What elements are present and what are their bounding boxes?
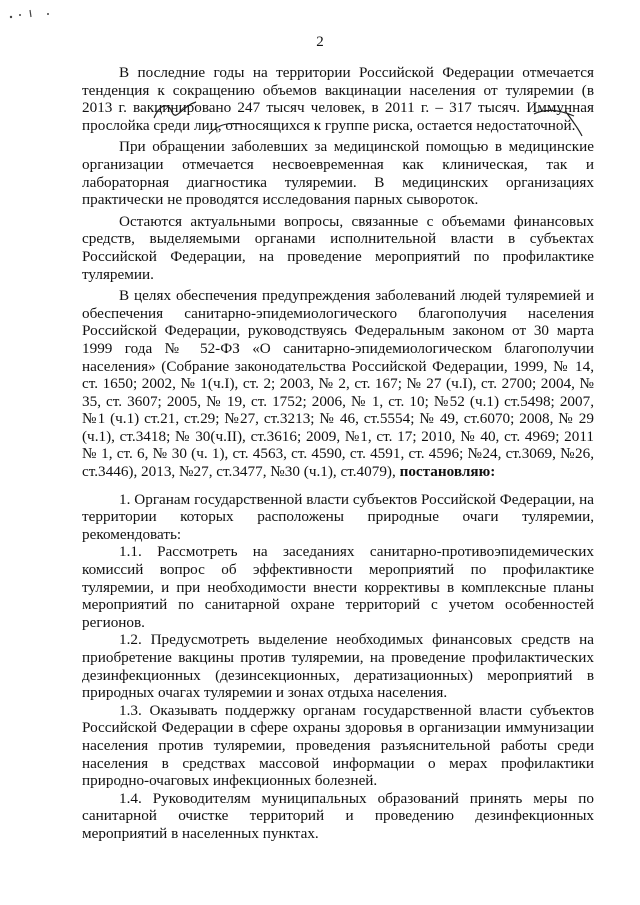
paragraph-funding: Остаются актуальными вопросы, связанные с объемами финансовых средств, выделяемыми органами исполнительной власти в субъектах Российской Федерации, на проведение мероприятий по профилактике туляремии.: [82, 212, 594, 283]
paragraph-item-1-4: 1.4. Руководителям муниципальных образований принять меры по санитарной очистке территорий и проведению дезинфекционных мероприятий в населенных пунктах.: [82, 789, 594, 842]
paragraph-legal-basis: [82, 287, 594, 481]
document-body: [82, 64, 594, 843]
paragraph-vaccination-trend: В последние годы на территории Российской Федерации отмечается тенденция к сокращению объемов вакцинации населения от туляремии (в 2013 г. вакцинировано 247 тысяч человек, в 2011 г. – 317 тысяч. Иммунная прослойка среди лиц, относящихся к группе риска, остается недостаточной.: [82, 64, 594, 134]
resolution-keyword: постановляю:: [399, 463, 496, 481]
paragraph-diagnostics: При обращении заболевших за медицинской помощью в медицинские организации отмечается несвоевременная как клиническая, так и лабораторная диагностика туляремии. В медицинских организациях практически не проводятся исследования парных сывороток.: [82, 138, 594, 209]
page-number: 2: [316, 34, 324, 50]
paragraph-item-1-1: 1.1. Рассмотреть на заседаниях санитарно-противоэпидемических комиссий вопрос об эффективности мероприятий по профилактике туляремии, и при необходимости внести коррективы в комплексные планы мероприятий по санитарной охране территорий с учетом особенностей регионов.: [82, 543, 594, 631]
paragraph-item-1-2: 1.2. Предусмотреть выделение необходимых финансовых средств на приобретение вакцины против туляремии, на проведение профилактических дезинфекционных (дезинсекционных, дератизационных) мероприятий в природных очагах туляремии и зонах отдыха населения.: [82, 631, 594, 702]
paragraph-item-1-3: 1.3. Оказывать поддержку органам государственной власти субъектов Российской Федерации в сфере охраны здоровья в организации иммунизации населения против туляремии, проведения разъяснительной работы среди населения в средствах массовой информации о мерах профилактики природно-очаговых инфекционных болезней.: [82, 701, 594, 790]
scan-specks: [8, 8, 54, 24]
legal-basis-text: В целях обеспечения предупреждения заболеваний людей туляремией и обеспечения санитарно-эпидемиологического благополучия населения Российской Федерации, руководствуясь Федеральным законом от 30 марта 1999 года № 52-ФЗ «О санитарно-эпидемиологическом благополучии населения» (Собрание законодательства Российской Федерации, 1999, № 14, ст. 1650; 2002, № 1(ч.I), ст. 2; 2003, № 2, ст. 167; № 27 (ч.I), ст. 2700; 2004, № 35, ст. 3607; 2005, № 19, ст. 1752; 2006, № 1, ст. 10; №52 (ч.1) ст.5498; 2007, №1 (ч.1) ст.21, ст.29; №27, ст.3213; № 46, ст.5554; № 49, ст.6070; 2008, № 29 (ч.1), ст.3418; № 30(ч.II), ст.3616; 2009, №1, ст. 17; 2010, № 40, ст. 4969; 2011 № 1, ст. 6, № 30 (ч. 1), ст. 4563, ст. 4590, ст. 4591, ст. 4596; №24, ст.3069, №26, ст.3446), 2013, №27, ст.3477, №30 (ч.1), ст.4079),: [82, 287, 594, 481]
paragraph-item-1: 1. Органам государственной власти субъектов Российской Федерации, на территории которых расположены природные очаги туляремии, рекомендовать:: [82, 490, 594, 543]
